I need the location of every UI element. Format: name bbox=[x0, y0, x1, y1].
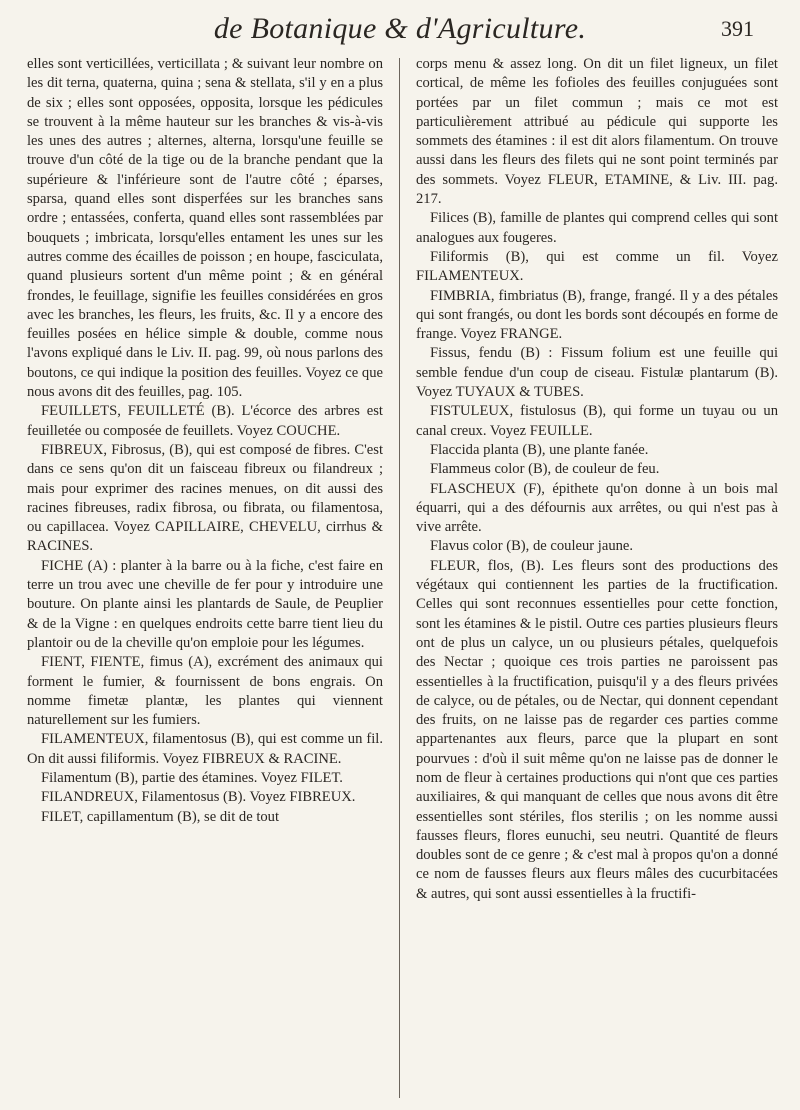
dictionary-entry: FICHE (A) : planter à la barre ou à la fiche, c'est faire en terre un trou avec une cheville de fer pour y introduire une bouture. On plante ainsi les plantards de Saule, de Peuplier & de la Vigne : en quelques endroits cette barre tient lieu du plantoir ou de la cheville qu'on emploie pour les légumes. bbox=[27, 557, 383, 651]
paragraph: corps menu & assez long. On dit un filet ligneux, un filet cortical, de même les fofioles des feuilles conjuguées sont portées par un filet commun ; mais ce mot est particulièrement attribué au pédicule qui supporte les sommets des étamines : il est dit alors filamentum. On trouve aussi dans les fleurs des filets qui ne sont point terminés par des sommets. Voyez FLEUR, ETAMINE, & Liv. III. pag. 217. bbox=[416, 56, 778, 208]
column-divider bbox=[399, 58, 400, 1098]
paragraph: elles sont verticillées, verticillata ; & suivant leur nombre on les dit terna, quaterna, quina ; sena & stellata, s'il y en a plus de six ; elles sont opposées, opposita, lorsque les pédicules se trouvent à la même hauteur sur les branches & vis-à-vis les unes des autres ; alternes, alterna, lorsqu'une feuille se trouve d'un côté de la tige ou de la branche pendant que la supérieure & l'inférieure sont de l'autre côté ; éparses, sparsa, quand elles sont disperfées sur les branches sans ordre ; entassées, conferta, quand elles sont rassemblées par bouquets ; imbricata, lorsqu'elles entament les unes sur les autres comme des écailles de poisson ; en houpe, fasciculata, quand plusieurs sortent d'un même point ; & en général frondes, le feuillage, signifie les feuilles considérées en gros avec les branches, les fleurs, les fruits, &c. Il y a encore des feuilles posées en hélice simple & double, comme nous l'avons expliqué dans le Liv. II. pag. 99, où nous parlons des boutons, ce qui indique la position des feuilles. Voyez ce que nous avons dit des feuilles, pag. 105. bbox=[27, 56, 383, 401]
dictionary-entry: FILANDREUX, Filamentosus (B). Voyez FIBREUX. bbox=[41, 789, 356, 806]
dictionary-entry: Filiformis (B), qui est comme un fil. Voyez FILAMENTEUX. bbox=[416, 248, 778, 285]
dictionary-entry: FEUILLETS, FEUILLETÉ (B). L'écorce des arbres est feuilletée ou composée de feuillets. Voyez COUCHE. bbox=[27, 403, 383, 439]
dictionary-entry: Filices (B), famille de plantes qui comprend celles qui sont analogues aux fougeres. bbox=[416, 210, 778, 246]
dictionary-entry: Flaccida planta (B), une plante fanée. bbox=[430, 441, 649, 458]
dictionary-entry: FILET, capillamentum (B), se dit de tout bbox=[41, 808, 280, 825]
dictionary-entry: FILAMENTEUX, filamentosus (B), qui est comme un fil. On dit aussi filiformis. Voyez FIBREUX & RACINE. bbox=[27, 731, 383, 767]
dictionary-entry: FIBREUX, Fibrosus, (B), qui est composé de fibres. C'est dans ce sens qu'on dit un faisceau fibreux ou filandreux ; mais pour exprimer des racines menues, on dit aussi des racines fibreuses, radix fibrosa, ou fibrata, ou filamentosa, ou capillacea. Voyez CAPILLAIRE, CHEVELU, cirrhus & RACINES. bbox=[27, 441, 383, 555]
dictionary-entry: FLEUR, flos, (B). Les fleurs sont des productions des végétaux qui contiennent les parties de la fructification. Celles qui sont reconnues essentielles pour cette fonction, sont les étamines & le pistil. Outre ces parties plusieurs fleurs ont de plus un calyce, un ou plusieurs pétales, quelquefois des Nectar ; quoique ces trois parties ne paroissent pas essentielles à la fructification, puisqu'il y a des fleurs privées de calyce, ou de pétales, ou de Nectar, qui donnent cependant des fruits, on ne laisse pas de regarder ces parties comme appartenantes aux fleurs, parce que la plupart en sont pourvues : d'où il suit même qu'on ne laisse pas de donner le nom de fleur à certaines productions qui n'ont que ces parties auxiliaires, & qui manquant de celles que nous avons dit être essentielles sont stériles, flos sterilis ; on les nomme aussi fausses fleurs, flores eunuchi, seu neutri. Quantité de fleurs doubles sont de ce genre ; & c'est mal à propos qu'on a donné ce nom de fausses fleurs aux fleurs mâles des cucurbitacées & autres, qui sont aussi essentielles à la fructifi- bbox=[416, 557, 778, 902]
dictionary-entry: Filamentum (B), partie des étamines. Voyez FILET. bbox=[41, 769, 343, 786]
dictionary-entry: Flammeus color (B), de couleur de feu. bbox=[430, 461, 660, 478]
running-title: de Botanique & d'Agriculture. bbox=[213, 12, 587, 45]
dictionary-entry: Flavus color (B), de couleur jaune. bbox=[430, 538, 634, 555]
right-column bbox=[416, 55, 778, 904]
page-number: 391 bbox=[721, 16, 754, 41]
dictionary-entry: FIMBRIA, fimbriatus (B), frange, frangé. Il y a des pétales qui sont frangés, ou dont les bords sont découpés en forme de frange. Voyez FRANGE. bbox=[416, 287, 778, 343]
left-column bbox=[27, 55, 383, 827]
page-header bbox=[40, 8, 760, 48]
dictionary-entry: FISTULEUX, fistulosus (B), qui forme un tuyau ou un canal creux. Voyez FEUILLE. bbox=[416, 403, 778, 439]
dictionary-entry: FIENT, FIENTE, fimus (A), excrément des animaux qui forment le fumier, & fournissent de bons engrais. On nomme fimetæ plantæ, les plantes qui viennent naturellement sur les fumiers. bbox=[27, 654, 383, 729]
dictionary-entry: FLASCHEUX (F), épithete qu'on donne à un bois mal équarri, qui a des défournis aux arrêtes, ou qui n'est pas à vive arrête. bbox=[416, 480, 778, 536]
dictionary-entry: Fissus, fendu (B) : Fissum folium est une feuille qui semble fendue d'un coup de ciseau. Fistulæ plantarum (B). Voyez TUYAUX & TUBES. bbox=[416, 345, 778, 401]
